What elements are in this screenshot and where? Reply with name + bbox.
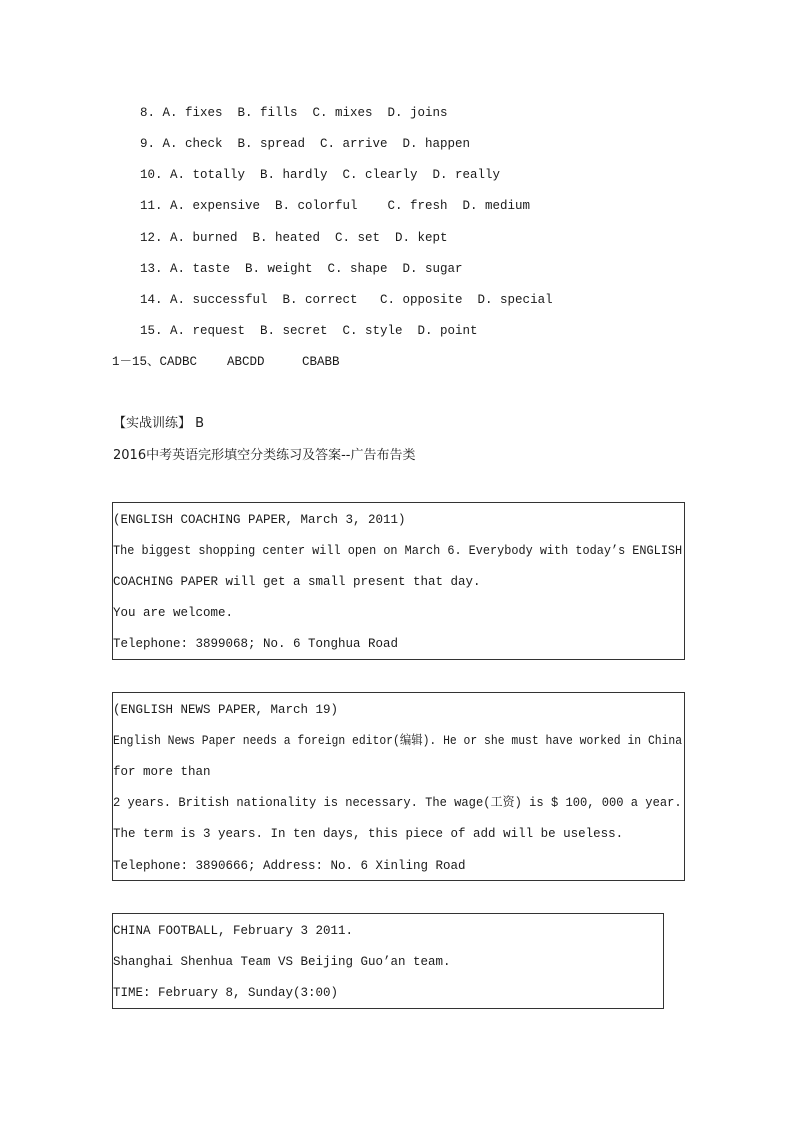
ad-line: (ENGLISH COACHING PAPER, March 3, 2011) — [113, 513, 406, 527]
ad-line: The biggest shopping center will open on March 6. Everybody with today’s ENGLISH — [113, 544, 683, 558]
ad-line: Telephone: 3890666; Address: No. 6 Xinling Road — [113, 859, 466, 873]
ad-line: Telephone: 3899068; No. 6 Tonghua Road — [113, 637, 399, 651]
ad-box-china-football — [112, 913, 664, 1009]
section-title: 2016中考英语完形填空分类练习及答案--广告布告类 — [113, 448, 416, 463]
ad-line: The term is 3 years. In ten days, this piece of add will be useless. — [113, 827, 624, 841]
answer-key: 1－15、CADBC ABCDD CBABB — [112, 355, 340, 369]
option-line-10: 10. A. totally B. hardly C. clearly D. really — [140, 168, 501, 182]
ad-line: Shanghai Shenhua Team VS Beijing Guo’an team. — [113, 955, 451, 969]
section-heading: 【实战训练】 B — [113, 416, 205, 431]
ad-line: (ENGLISH NEWS PAPER, March 19) — [113, 703, 339, 717]
option-line-12: 12. A. burned B. heated C. set D. kept — [140, 231, 448, 245]
option-line-13: 13. A. taste B. weight C. shape D. sugar — [140, 262, 463, 276]
option-line-15: 15. A. request B. secret C. style D. point — [140, 324, 478, 338]
option-line-8: 8. A. fixes B. fills C. mixes D. joins — [140, 106, 448, 120]
option-line-14: 14. A. successful B. correct C. opposite D. special — [140, 293, 553, 307]
ad-line: 2 years. British nationality is necessary. The wage(工资) is $ 100, 000 a year. — [113, 796, 682, 810]
ad-line: TIME: February 8, Sunday(3:00) — [113, 986, 339, 1000]
ad-line: English News Paper needs a foreign editor(编辑). He or she must have worked in China — [113, 734, 683, 748]
ad-line: CHINA FOOTBALL, February 3 2011. — [113, 924, 354, 938]
ad-line: for more than — [113, 765, 211, 779]
ad-box-news-paper — [112, 692, 685, 881]
option-line-9: 9. A. check B. spread C. arrive D. happen — [140, 137, 471, 151]
ad-line: COACHING PAPER will get a small present that day. — [113, 575, 481, 589]
option-line-11: 11. A. expensive B. colorful C. fresh D. medium — [140, 199, 531, 213]
ad-line: You are welcome. — [113, 606, 234, 620]
ad-box-coaching-paper — [112, 502, 685, 660]
